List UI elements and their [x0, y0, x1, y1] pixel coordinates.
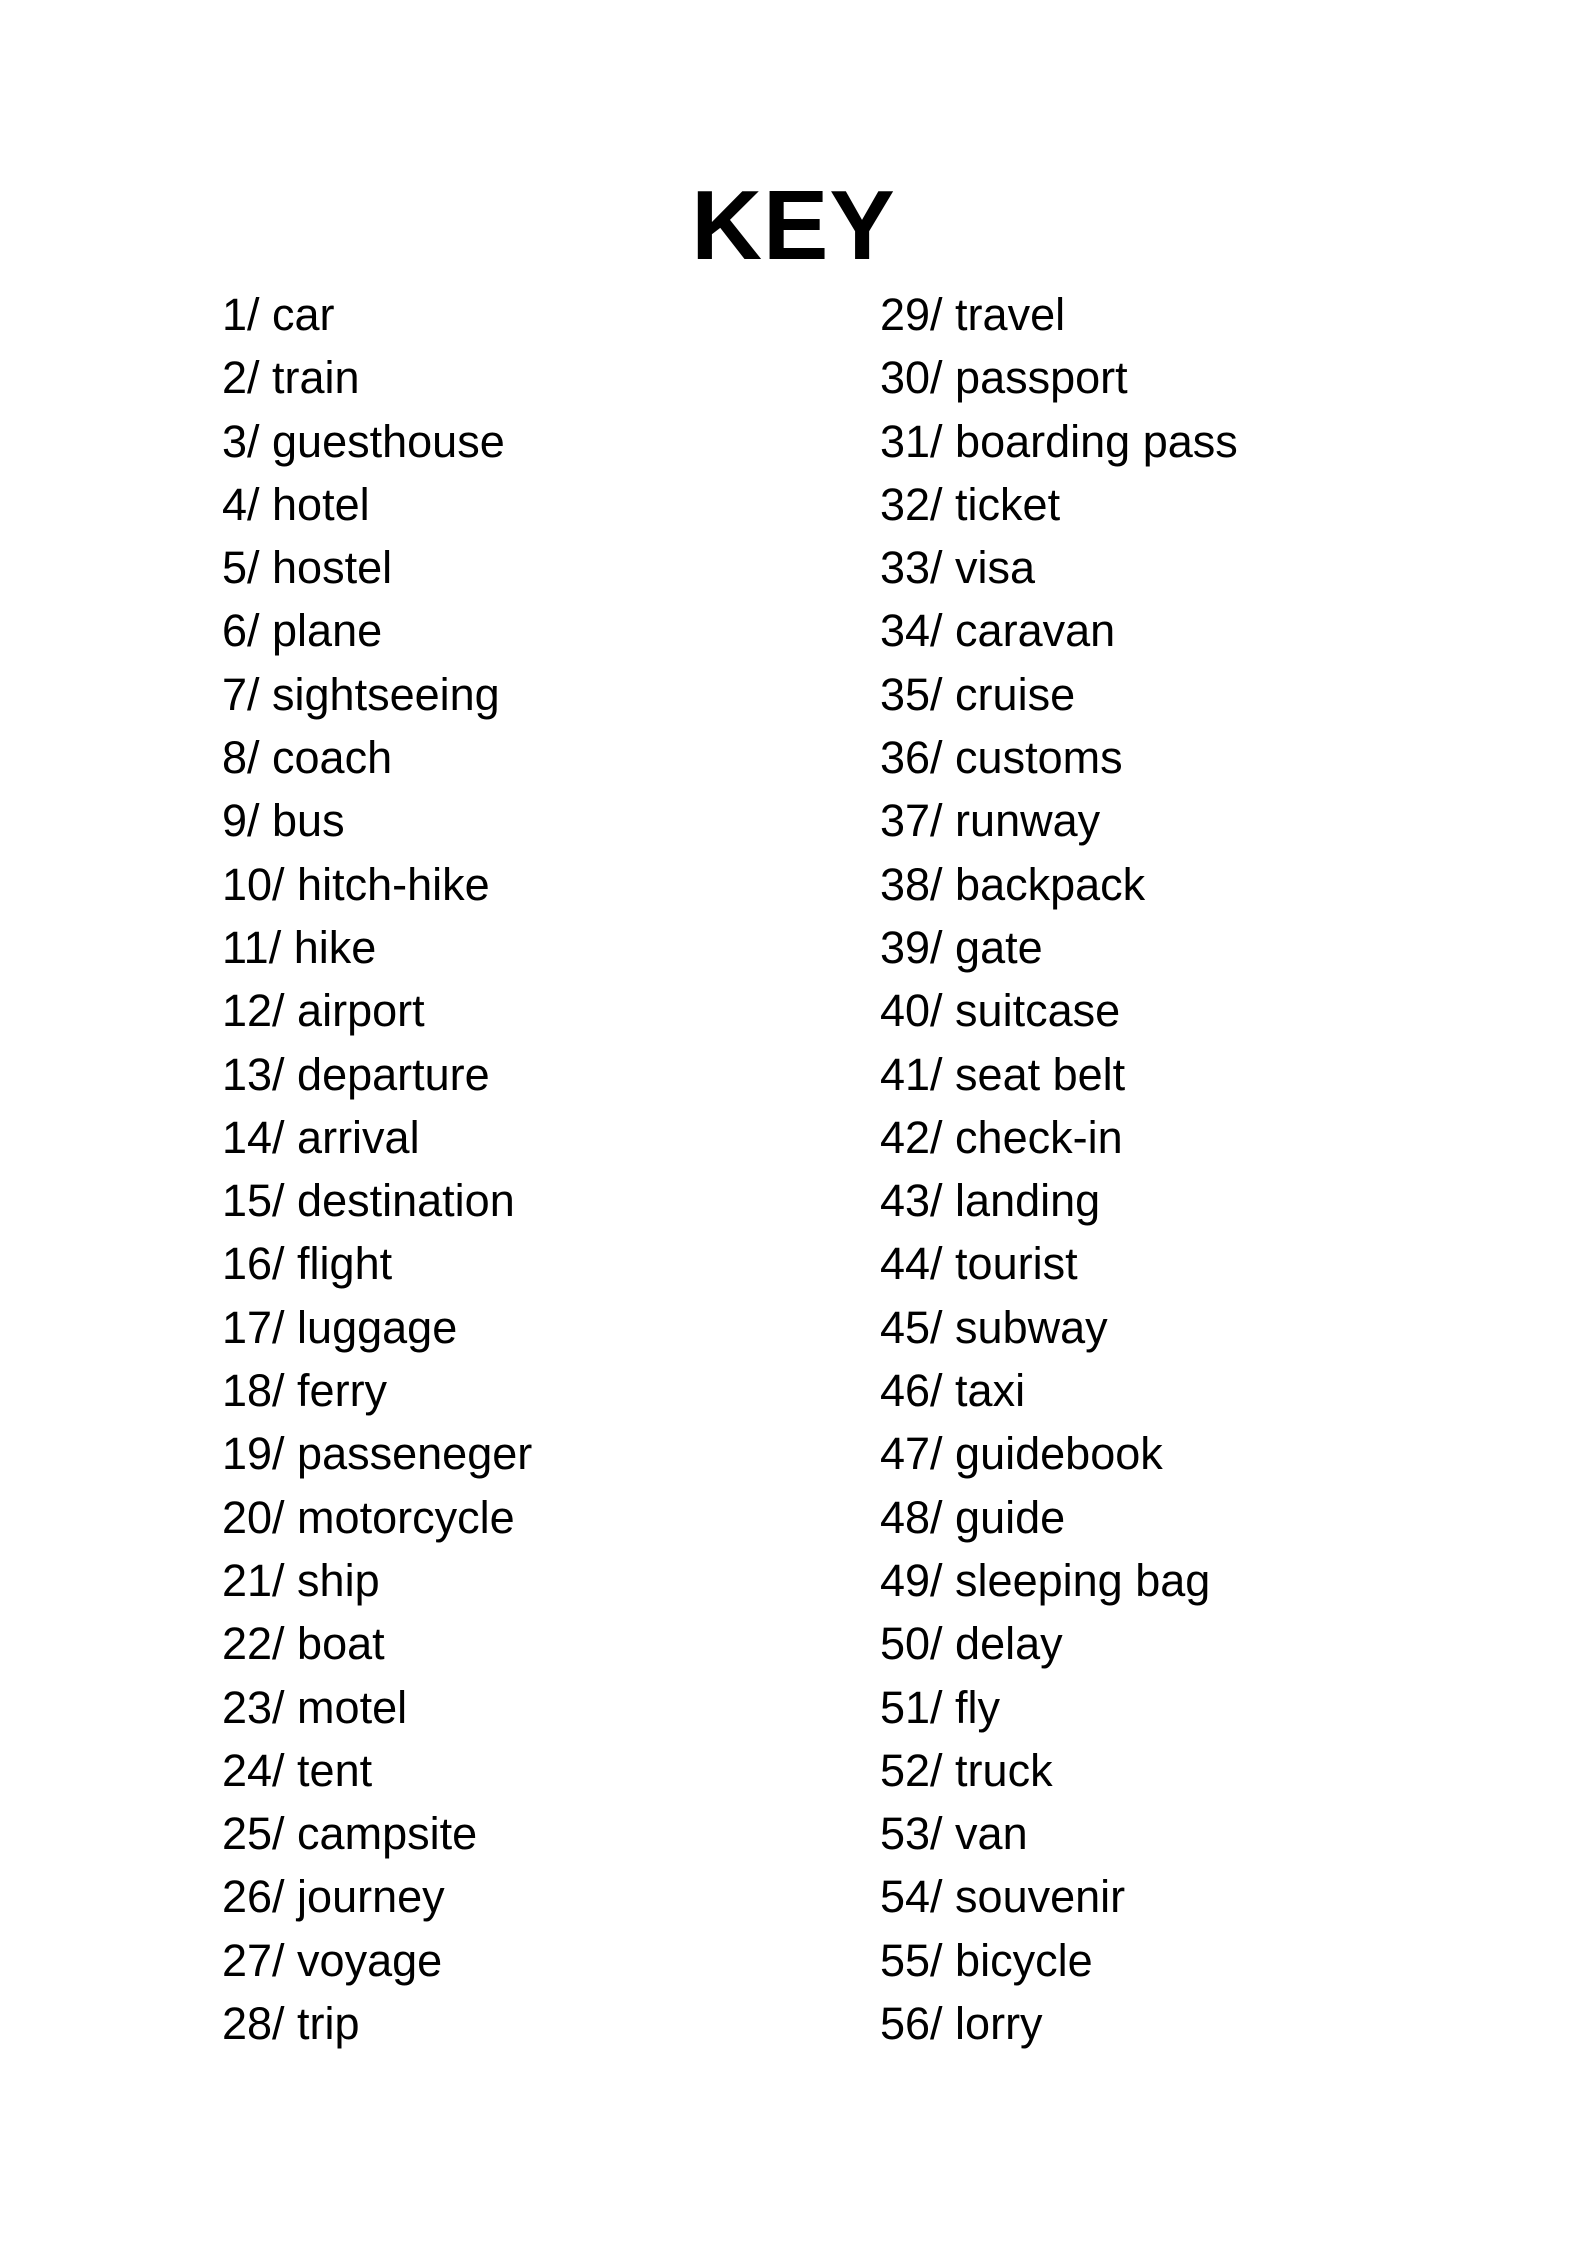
- list-item: 15/ destination: [222, 1175, 515, 1227]
- list-item: 14/ arrival: [222, 1111, 420, 1163]
- list-item: 50/ delay: [880, 1618, 1063, 1670]
- list-item: 46/ taxi: [880, 1365, 1026, 1417]
- list-item: 29/ travel: [880, 289, 1066, 340]
- list-item: 8/ coach: [222, 732, 393, 784]
- list-item: 4/ hotel: [222, 478, 370, 530]
- list-item: 56/ lorry: [880, 1998, 1043, 2050]
- list-item: 44/ tourist: [880, 1238, 1078, 1290]
- list-item: 34/ caravan: [880, 605, 1116, 657]
- list-item: 39/ gate: [880, 921, 1043, 973]
- list-item: 26/ journey: [222, 1871, 445, 1923]
- list-item: 9/ bus: [222, 795, 345, 847]
- list-item: 20/ motorcycle: [222, 1491, 515, 1543]
- list-item: 48/ guide: [880, 1491, 1066, 1543]
- list-item: 41/ seat belt: [880, 1048, 1126, 1100]
- key-list-left: [222, 283, 532, 2055]
- list-item: 24/ tent: [222, 1744, 373, 1796]
- list-item: 22/ boat: [222, 1618, 385, 1670]
- list-item: 55/ bicycle: [880, 1934, 1093, 1986]
- list-item: 19/ passeneger: [222, 1428, 533, 1480]
- list-item: 42/ check-in: [880, 1111, 1123, 1163]
- list-item: 37/ runway: [880, 795, 1101, 847]
- list-item: 23/ motel: [222, 1681, 408, 1733]
- list-item: 35/ cruise: [880, 668, 1076, 720]
- list-item: 49/ sleeping bag: [880, 1554, 1211, 1606]
- list-item: 31/ boarding pass: [880, 415, 1238, 467]
- list-item: 13/ departure: [222, 1048, 490, 1100]
- list-item: 27/ voyage: [222, 1934, 443, 1986]
- list-item: 52/ truck: [880, 1744, 1053, 1796]
- list-item: 3/ guesthouse: [222, 415, 505, 467]
- list-item: 28/ trip: [222, 1998, 360, 2050]
- list-item: 12/ airport: [222, 985, 425, 1037]
- list-item: 40/ suitcase: [880, 985, 1121, 1037]
- list-item: 51/ fly: [880, 1681, 1001, 1733]
- list-item: 10/ hitch-hike: [222, 858, 490, 910]
- key-list-right: [880, 283, 1238, 2055]
- list-item: 53/ van: [880, 1808, 1028, 1860]
- list-item: 17/ luggage: [222, 1301, 458, 1353]
- page-title: KEY: [691, 170, 896, 280]
- list-item: 16/ flight: [222, 1238, 393, 1290]
- list-item: 6/ plane: [222, 605, 383, 657]
- list-item: 45/ subway: [880, 1301, 1108, 1353]
- list-item: 5/ hostel: [222, 542, 393, 594]
- list-item: 18/ ferry: [222, 1365, 388, 1417]
- list-item: 54/ souvenir: [880, 1871, 1126, 1923]
- list-item: 43/ landing: [880, 1175, 1101, 1227]
- list-item: 7/ sightseeing: [222, 668, 500, 720]
- list-item: 2/ train: [222, 352, 360, 404]
- list-item: 32/ ticket: [880, 478, 1061, 530]
- list-item: 30/ passport: [880, 352, 1128, 404]
- list-item: 38/ backpack: [880, 858, 1146, 910]
- list-item: 21/ ship: [222, 1554, 380, 1606]
- list-item: 47/ guidebook: [880, 1428, 1163, 1480]
- list-item: 36/ customs: [880, 732, 1123, 784]
- list-item: 33/ visa: [880, 542, 1036, 594]
- list-item: 25/ campsite: [222, 1808, 478, 1860]
- list-item: 1/ car: [222, 289, 335, 340]
- list-item: 11/ hike: [222, 921, 377, 973]
